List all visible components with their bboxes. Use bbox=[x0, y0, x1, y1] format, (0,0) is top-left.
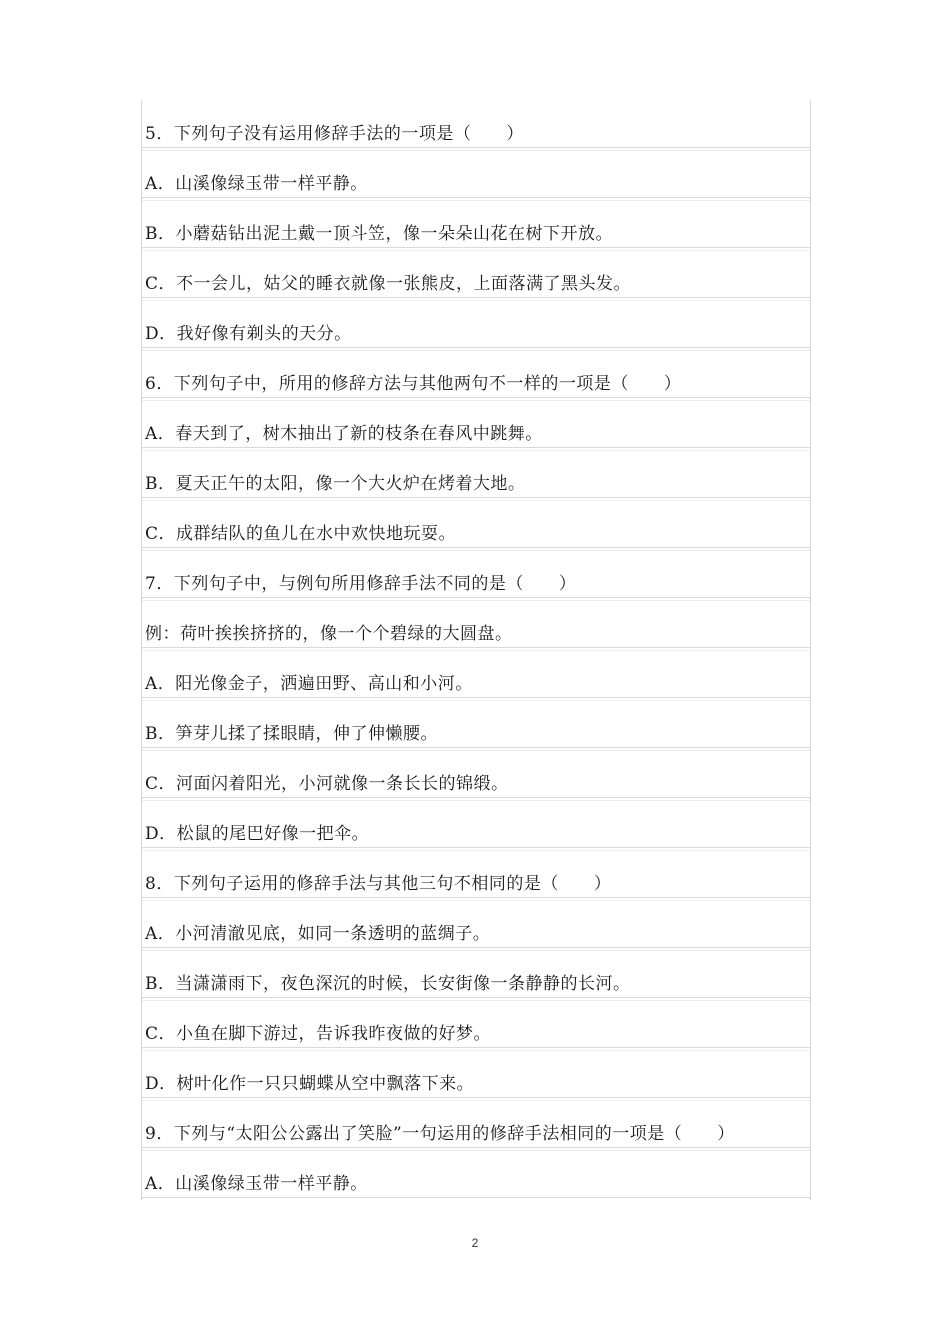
question-7-stem: 7．下列句子中，与例句所用修辞手法不同的是（ ） bbox=[142, 550, 810, 598]
question-table bbox=[141, 100, 811, 1200]
question-7-option-d: D．松鼠的尾巴好像一把伞。 bbox=[142, 800, 810, 848]
question-7-option-c: C．河面闪着阳光，小河就像一条长长的锦缎。 bbox=[142, 750, 810, 798]
question-5-stem: 5．下列句子没有运用修辞手法的一项是（ ） bbox=[142, 100, 810, 148]
question-8-option-b: B．当潇潇雨下，夜色深沉的时候，长安街像一条静静的长河。 bbox=[142, 950, 810, 998]
question-9-option-a: A．山溪像绿玉带一样平静。 bbox=[142, 1150, 810, 1198]
question-7-option-a: A．阳光像金子，洒遍田野、高山和小河。 bbox=[142, 650, 810, 698]
question-5-option-b: B．小蘑菇钻出泥土戴一顶斗笠，像一朵朵山花在树下开放。 bbox=[142, 200, 810, 248]
question-6-stem: 6．下列句子中，所用的修辞方法与其他两句不一样的一项是（ ） bbox=[142, 350, 810, 398]
question-8-option-d: D．树叶化作一只只蝴蝶从空中飘落下来。 bbox=[142, 1050, 810, 1098]
question-8-option-c: C．小鱼在脚下游过，告诉我昨夜做的好梦。 bbox=[142, 1000, 810, 1048]
question-8-option-a: A．小河清澈见底，如同一条透明的蓝绸子。 bbox=[142, 900, 810, 948]
question-6-option-c: C．成群结队的鱼儿在水中欢快地玩耍。 bbox=[142, 500, 810, 548]
question-8-stem: 8．下列句子运用的修辞手法与其他三句不相同的是（ ） bbox=[142, 850, 810, 898]
question-6-option-a: A．春天到了，树木抽出了新的枝条在春风中跳舞。 bbox=[142, 400, 810, 448]
question-7-option-b: B．笋芽儿揉了揉眼睛，伸了伸懒腰。 bbox=[142, 700, 810, 748]
question-5-option-d: D．我好像有剃头的天分。 bbox=[142, 300, 810, 348]
page-number: 2 bbox=[471, 1236, 479, 1250]
question-5-option-a: A．山溪像绿玉带一样平静。 bbox=[142, 150, 810, 198]
question-7-example: 例：荷叶挨挨挤挤的，像一个个碧绿的大圆盘。 bbox=[142, 600, 810, 648]
question-9-stem: 9．下列与“太阳公公露出了笑脸”一句运用的修辞手法相同的一项是（ ） bbox=[142, 1100, 810, 1148]
question-5-option-c: C．不一会儿，姑父的睡衣就像一张熊皮，上面落满了黑头发。 bbox=[142, 250, 810, 298]
question-6-option-b: B．夏天正午的太阳，像一个大火炉在烤着大地。 bbox=[142, 450, 810, 498]
